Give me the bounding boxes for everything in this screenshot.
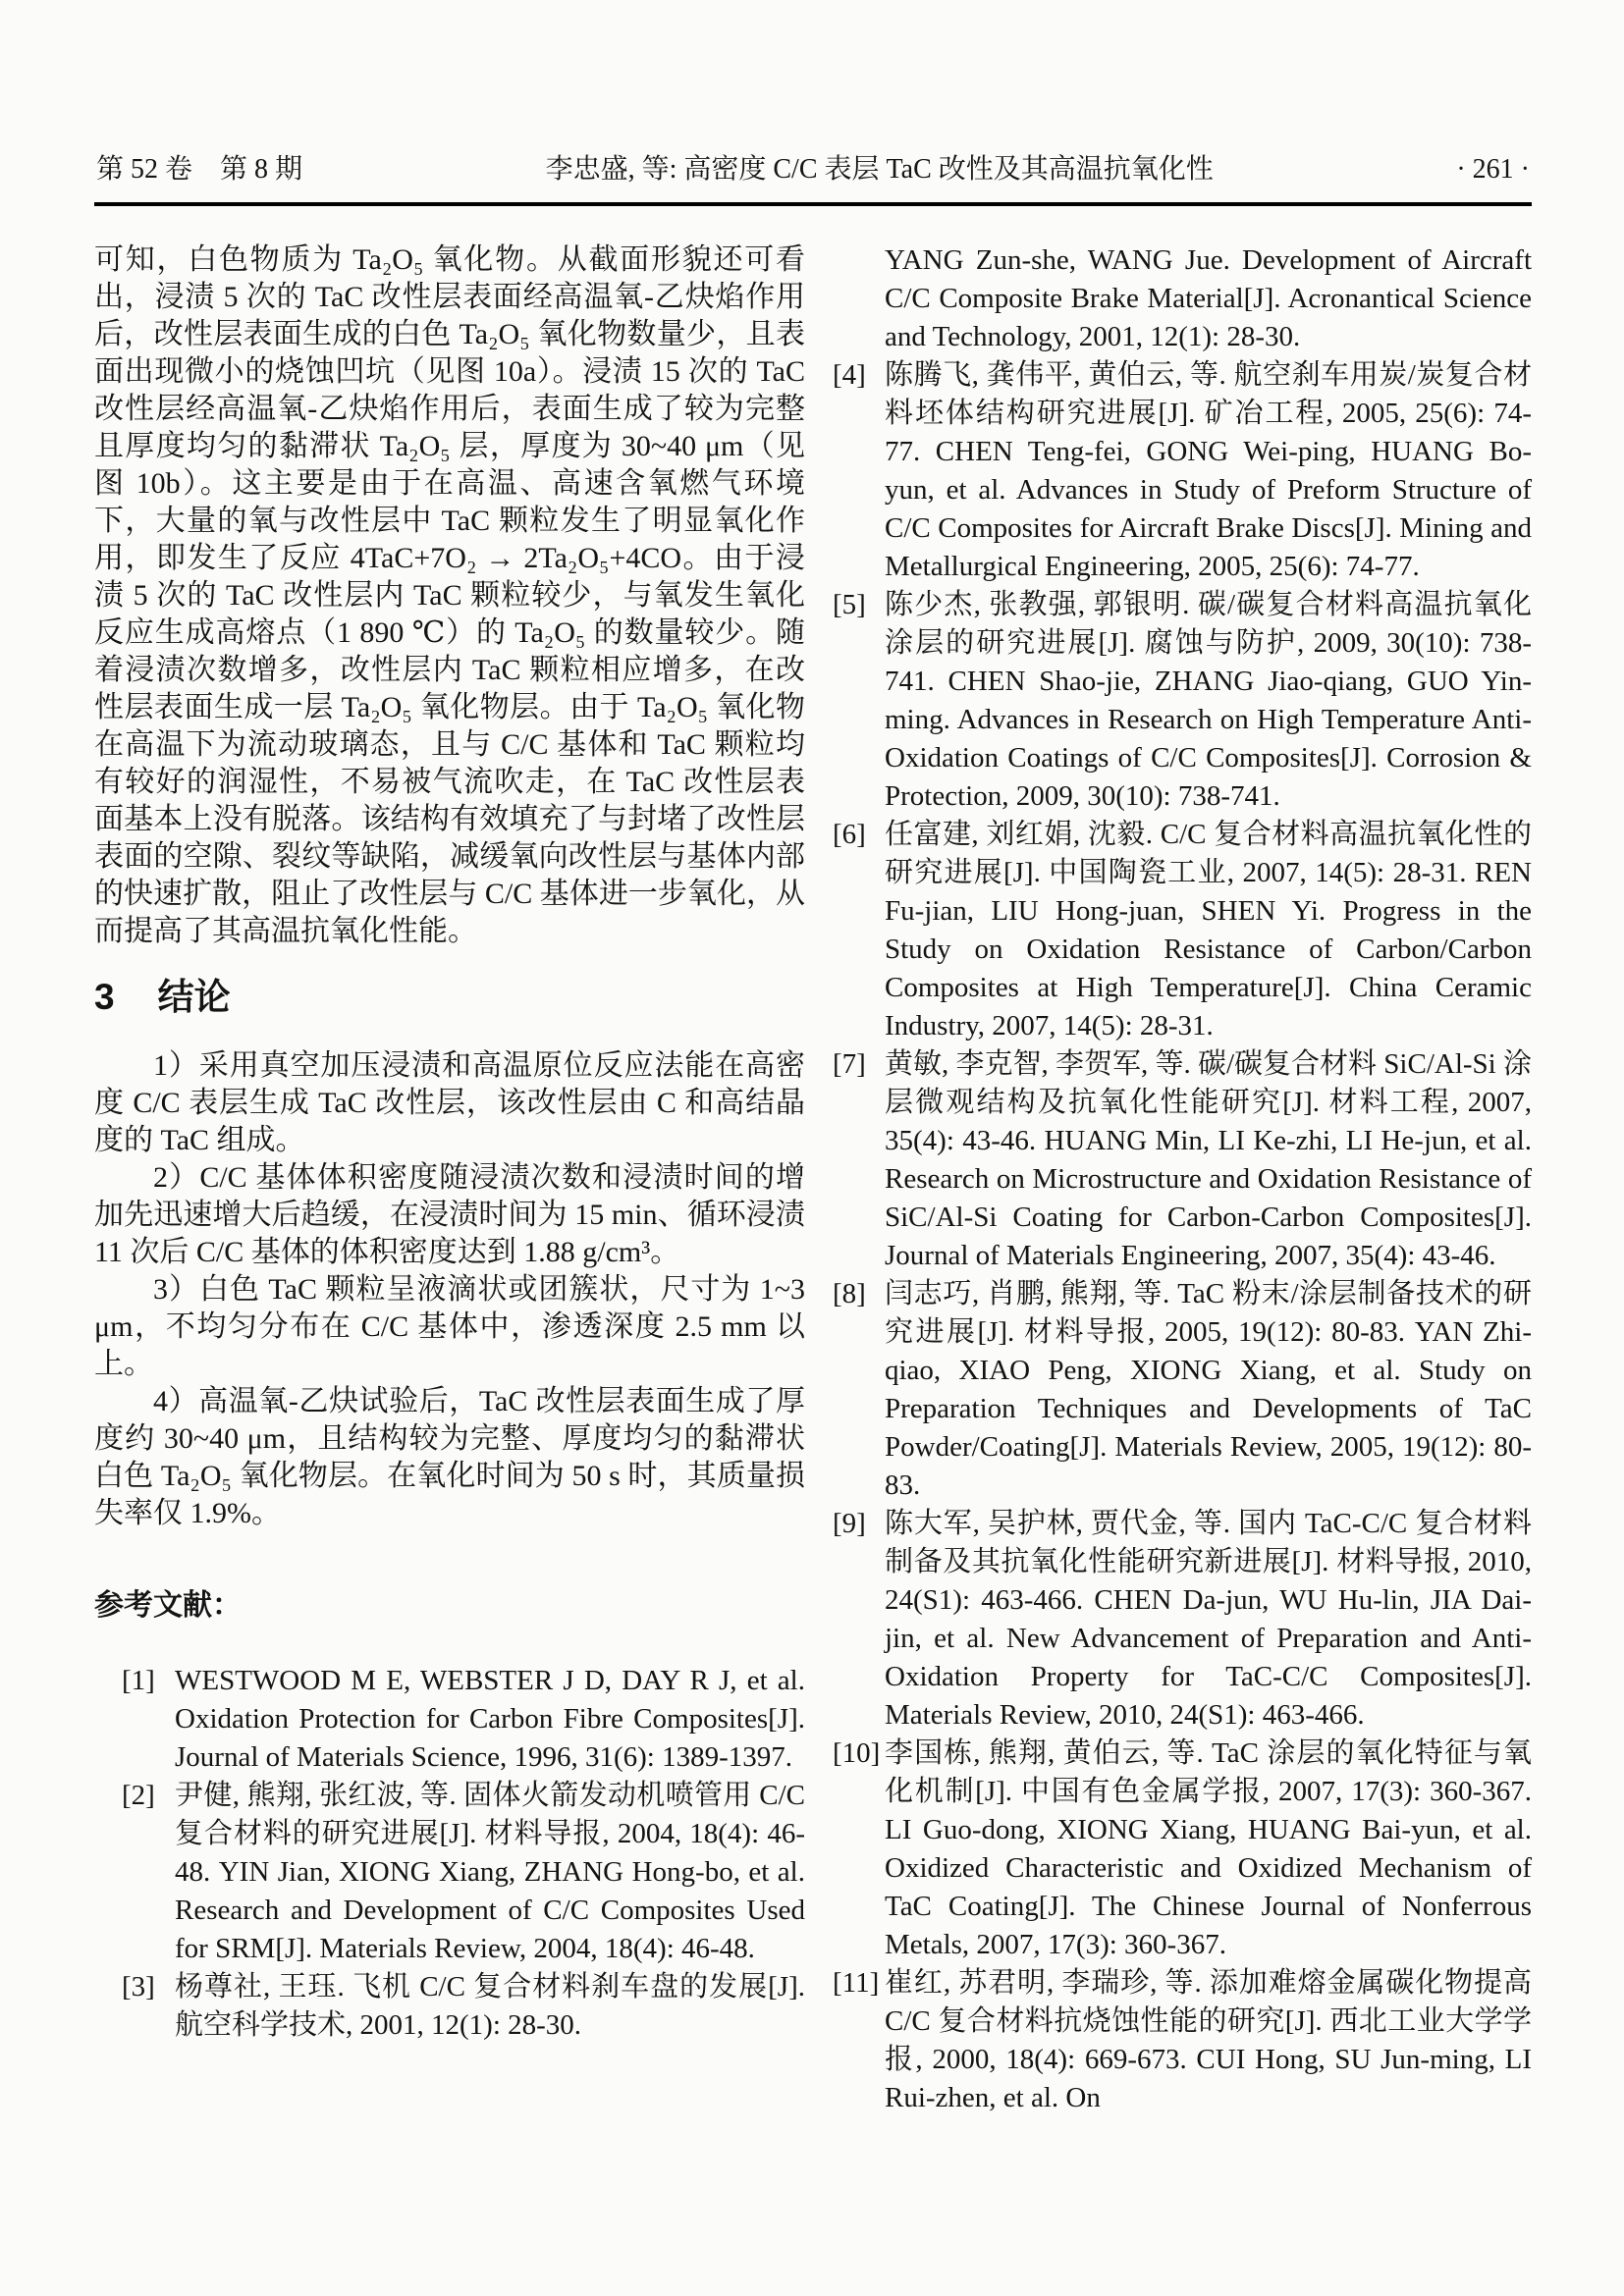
reference-item [821, 816, 1532, 1045]
references-heading: 参考文献： [94, 1588, 242, 1622]
conclusion-item: 4）高温氧-乙炔试验后，TaC 改性层表面生成了厚度约 30~40 μm，且结构较为完整、厚度均匀的黏滞状白色 Ta₂O₅ 氧化物层。在氧化时间为 50 s 时，其质量损失率仅 1.9%。 [94, 1384, 805, 1529]
reference-number: [1] [122, 1664, 155, 1696]
reference-number: [3] [122, 1970, 155, 2002]
reference-item [821, 1275, 1532, 1505]
reference-item [821, 1505, 1532, 1735]
reference-text: 黄敏, 李克智, 李贺军, 等. 碳/碳复合材料 SiC/Al-Si 涂层微观结构及抗氧化性能研究[J]. 材料工程, 2007, 35(4): 43-46. HUANG Min, LI Ke-zhi, LI He-jun, et al. Research on Microstructure and Oxidation Resistance of SiC/Al-Si Coating for Carbon-Carbon Composites[J]. Journal of Materials Engineering, 2007, 35(4): 43-46. [885, 1048, 1532, 1271]
reference-text: 杨尊社, 王珏. 飞机 C/C 复合材料刹车盘的发展[J]. 航空科学技术, 2001, 12(1): 28-30. [175, 1970, 805, 2041]
reference-item [94, 1968, 805, 2045]
reference-item [94, 1777, 805, 1968]
reference-number: [7] [833, 1048, 866, 1080]
reference-text: 李国栋, 熊翔, 黄伯云, 等. TaC 涂层的氧化特征与氧化机制[J]. 中国有色金属学报, 2007, 17(3): 360-367. LI Guo-dong, XIONG Xiang, HUANG Bai-yun, et al. Oxidized Characteristic and Oxidized Mechanism of TaC Coating[J]. The Chinese Journal of Nonferrous Metals, 2007, 17(3): 360-367. [885, 1737, 1532, 1960]
left-column [94, 241, 805, 2117]
right-column [821, 241, 1532, 2117]
reference-item [821, 356, 1532, 586]
section-number: 3 [94, 977, 115, 1017]
section-title: 结论 [157, 977, 231, 1017]
conclusion-item: 3）白色 TaC 颗粒呈液滴状或团簇状，尺寸为 1~3 μm，不均匀分布在 C/C 基体中，渗透深度 2.5 mm 以上。 [94, 1272, 805, 1380]
paragraph-continuation: 可知，白色物质为 Ta₂O₅ 氧化物。从截面形貌还可看出，浸渍 5 次的 TaC 改性层表面经高温氧-乙炔焰作用后，改性层表面生成的白色 Ta₂O₅ 氧化物数量少，且表面出现微小的烧蚀凹坑（见图 10a）。浸渍 15 次的 TaC 改性层经高温氧-乙炔焰作用后，表面生成了较为完整且厚度均匀的黏滞状 Ta₂O₅ 层，厚度为 30~40 μm（见图 10b）。这主要是由于在高温、高速含氧燃气环境下，大量的氧与改性层中 TaC 颗粒发生了明显氧化作用，即发生了反应 4TaC+7O₂ → 2Ta₂O₅+4CO。由于浸渍 5 次的 TaC 改性层内 TaC 颗粒较少，与氧发生氧化反应生成高熔点（1 890 ℃）的 Ta₂O₅ 的数量较少。随着浸渍次数增多，改性层内 TaC 颗粒相应增多，在改性层表面生成一层 Ta₂O₅ 氧化物层。由于 Ta₂O₅ 氧化物在高温下为流动玻璃态，且与 C/C 基体和 TaC 颗粒均有较好的润湿性，不易被气流吹走，在 TaC 改性层表面基本上没有脱落。该结构有效填充了与封堵了改性层表面的空隙、裂纹等缺陷，减缓氧向改性层与基体内部的快速扩散，阻止了改性层与 C/C 基体进一步氧化，从而提高了其高温抗氧化性能。 [94, 243, 805, 947]
header-volume-issue: 第 52 卷 第 8 期 [96, 154, 303, 185]
reference-text: 尹健, 熊翔, 张红波, 等. 固体火箭发动机喷管用 C/C 复合材料的研究进展[J]. 材料导报, 2004, 18(4): 46-48. YIN Jian, XIONG Xiang, ZHANG Hong-bo, et al. Research and Development of C/C Composites Used for SRM[J]. Materials Review, 2004, 18(4): 46-48. [175, 1779, 805, 1964]
reference-number-empty [821, 241, 885, 356]
reference-number: [6] [833, 819, 866, 850]
reference-item [821, 1045, 1532, 1275]
reference-number: [8] [833, 1278, 866, 1309]
reference-item [821, 586, 1532, 816]
reference-text: 陈少杰, 张教强, 郭银明. 碳/碳复合材料高温抗氧化涂层的研究进展[J]. 腐蚀与防护, 2009, 30(10): 738-741. CHEN Shao-jie, ZHANG Jiao-qiang, GUO Yin-ming. Advances in Research on High Temperature Anti-Oxidation Coatings of C/C Composites[J]. Corrosion & Protection, 2009, 30(10): 738-741. [885, 589, 1532, 812]
reference-number: [2] [122, 1779, 155, 1811]
reference-text: 任富建, 刘红娟, 沈毅. C/C 复合材料高温抗氧化性的研究进展[J]. 中国陶瓷工业, 2007, 14(5): 28-31. REN Fu-jian, LIU Hong-juan, SHEN Yi. Progress in the Study on Oxidation Resistance of Carbon/Carbon Composites at High Temperature[J]. China Ceramic Industry, 2007, 14(5): 28-31. [885, 819, 1532, 1041]
references-list-left [94, 1662, 805, 2045]
reference-item [94, 1662, 805, 1777]
page-content [94, 147, 1532, 2117]
reference-item [821, 1735, 1532, 1964]
reference-text: 陈大军, 吴护林, 贾代金, 等. 国内 TaC-C/C 复合材料制备及其抗氧化性能研究新进展[J]. 材料导报, 2010, 24(S1): 463-466. CHEN Da-jun, WU Hu-lin, JIA Dai-jin, et al. New Advancement of Preparation and Anti-Oxidation Property for TaC-C/C Composites[J]. Materials Review, 2010, 24(S1): 463-466. [885, 1508, 1532, 1731]
reference-item [821, 1964, 1532, 2117]
reference-text: 崔红, 苏君明, 李瑞珍, 等. 添加难熔金属碳化物提高 C/C 复合材料抗烧蚀性能的研究[J]. 西北工业大学学报, 2000, 18(4): 669-673. CUI Hong, SU Jun-ming, LI Rui-zhen, et al. On [885, 1967, 1532, 2113]
reference-continuation [821, 241, 1532, 356]
reference-text: YANG Zun-she, WANG Jue. Development of Aircraft C/C Composite Brake Material[J]. Acronantical Science and Technology, 2001, 12(1): 28-30. [885, 244, 1532, 352]
reference-text: WESTWOOD M E, WEBSTER J D, DAY R J, et al. Oxidation Protection for Carbon Fibre Composites[J]. Journal of Materials Science, 1996, 31(6): 1389-1397. [175, 1664, 805, 1773]
reference-text: 闫志巧, 肖鹏, 熊翔, 等. TaC 粉末/涂层制备技术的研究进展[J]. 材料导报, 2005, 19(12): 80-83. YAN Zhi-qiao, XIAO Peng, XIONG Xiang, et al. Study on Preparation Techniques and Developments of TaC Powder/Coating[J]. Materials Review, 2005, 19(12): 80-83. [885, 1278, 1532, 1501]
conclusion-item: 1）采用真空加压浸渍和高温原位反应法能在高密度 C/C 表层生成 TaC 改性层，该改性层由 C 和高结晶度的 TaC 组成。 [94, 1048, 805, 1156]
section-heading-conclusion [94, 978, 805, 1018]
reference-number: [9] [833, 1508, 866, 1539]
page-header [94, 147, 1532, 206]
conclusion-item: 2）C/C 基体体积密度随浸渍次数和浸渍时间的增加先迅速增大后趋缓，在浸渍时间为 15 min、循环浸渍 11 次后 C/C 基体的体积密度达到 1.88 g/cm³。 [94, 1160, 805, 1268]
reference-number: [10] [833, 1737, 881, 1769]
reference-text: 陈腾飞, 龚伟平, 黄伯云, 等. 航空刹车用炭/炭复合材料坯体结构研究进展[J]. 矿冶工程, 2005, 25(6): 74-77. CHEN Teng-fei, GONG Wei-ping, HUANG Bo-yun, et al. Advances in Study of Preform Structure of C/C Composites for Aircraft Brake Discs[J]. Mining and Metallurgical Engineering, 2005, 25(6): 74-77. [885, 359, 1532, 582]
header-page-number: · 261 · [1456, 154, 1530, 185]
reference-number: [5] [833, 589, 866, 620]
reference-number: [4] [833, 359, 866, 391]
reference-number: [11] [833, 1967, 880, 1999]
header-running-title: 李忠盛, 等: 高密度 C/C 表层 TaC 改性及其高温抗氧化性 [545, 154, 1214, 185]
two-column-body [94, 241, 1532, 2117]
